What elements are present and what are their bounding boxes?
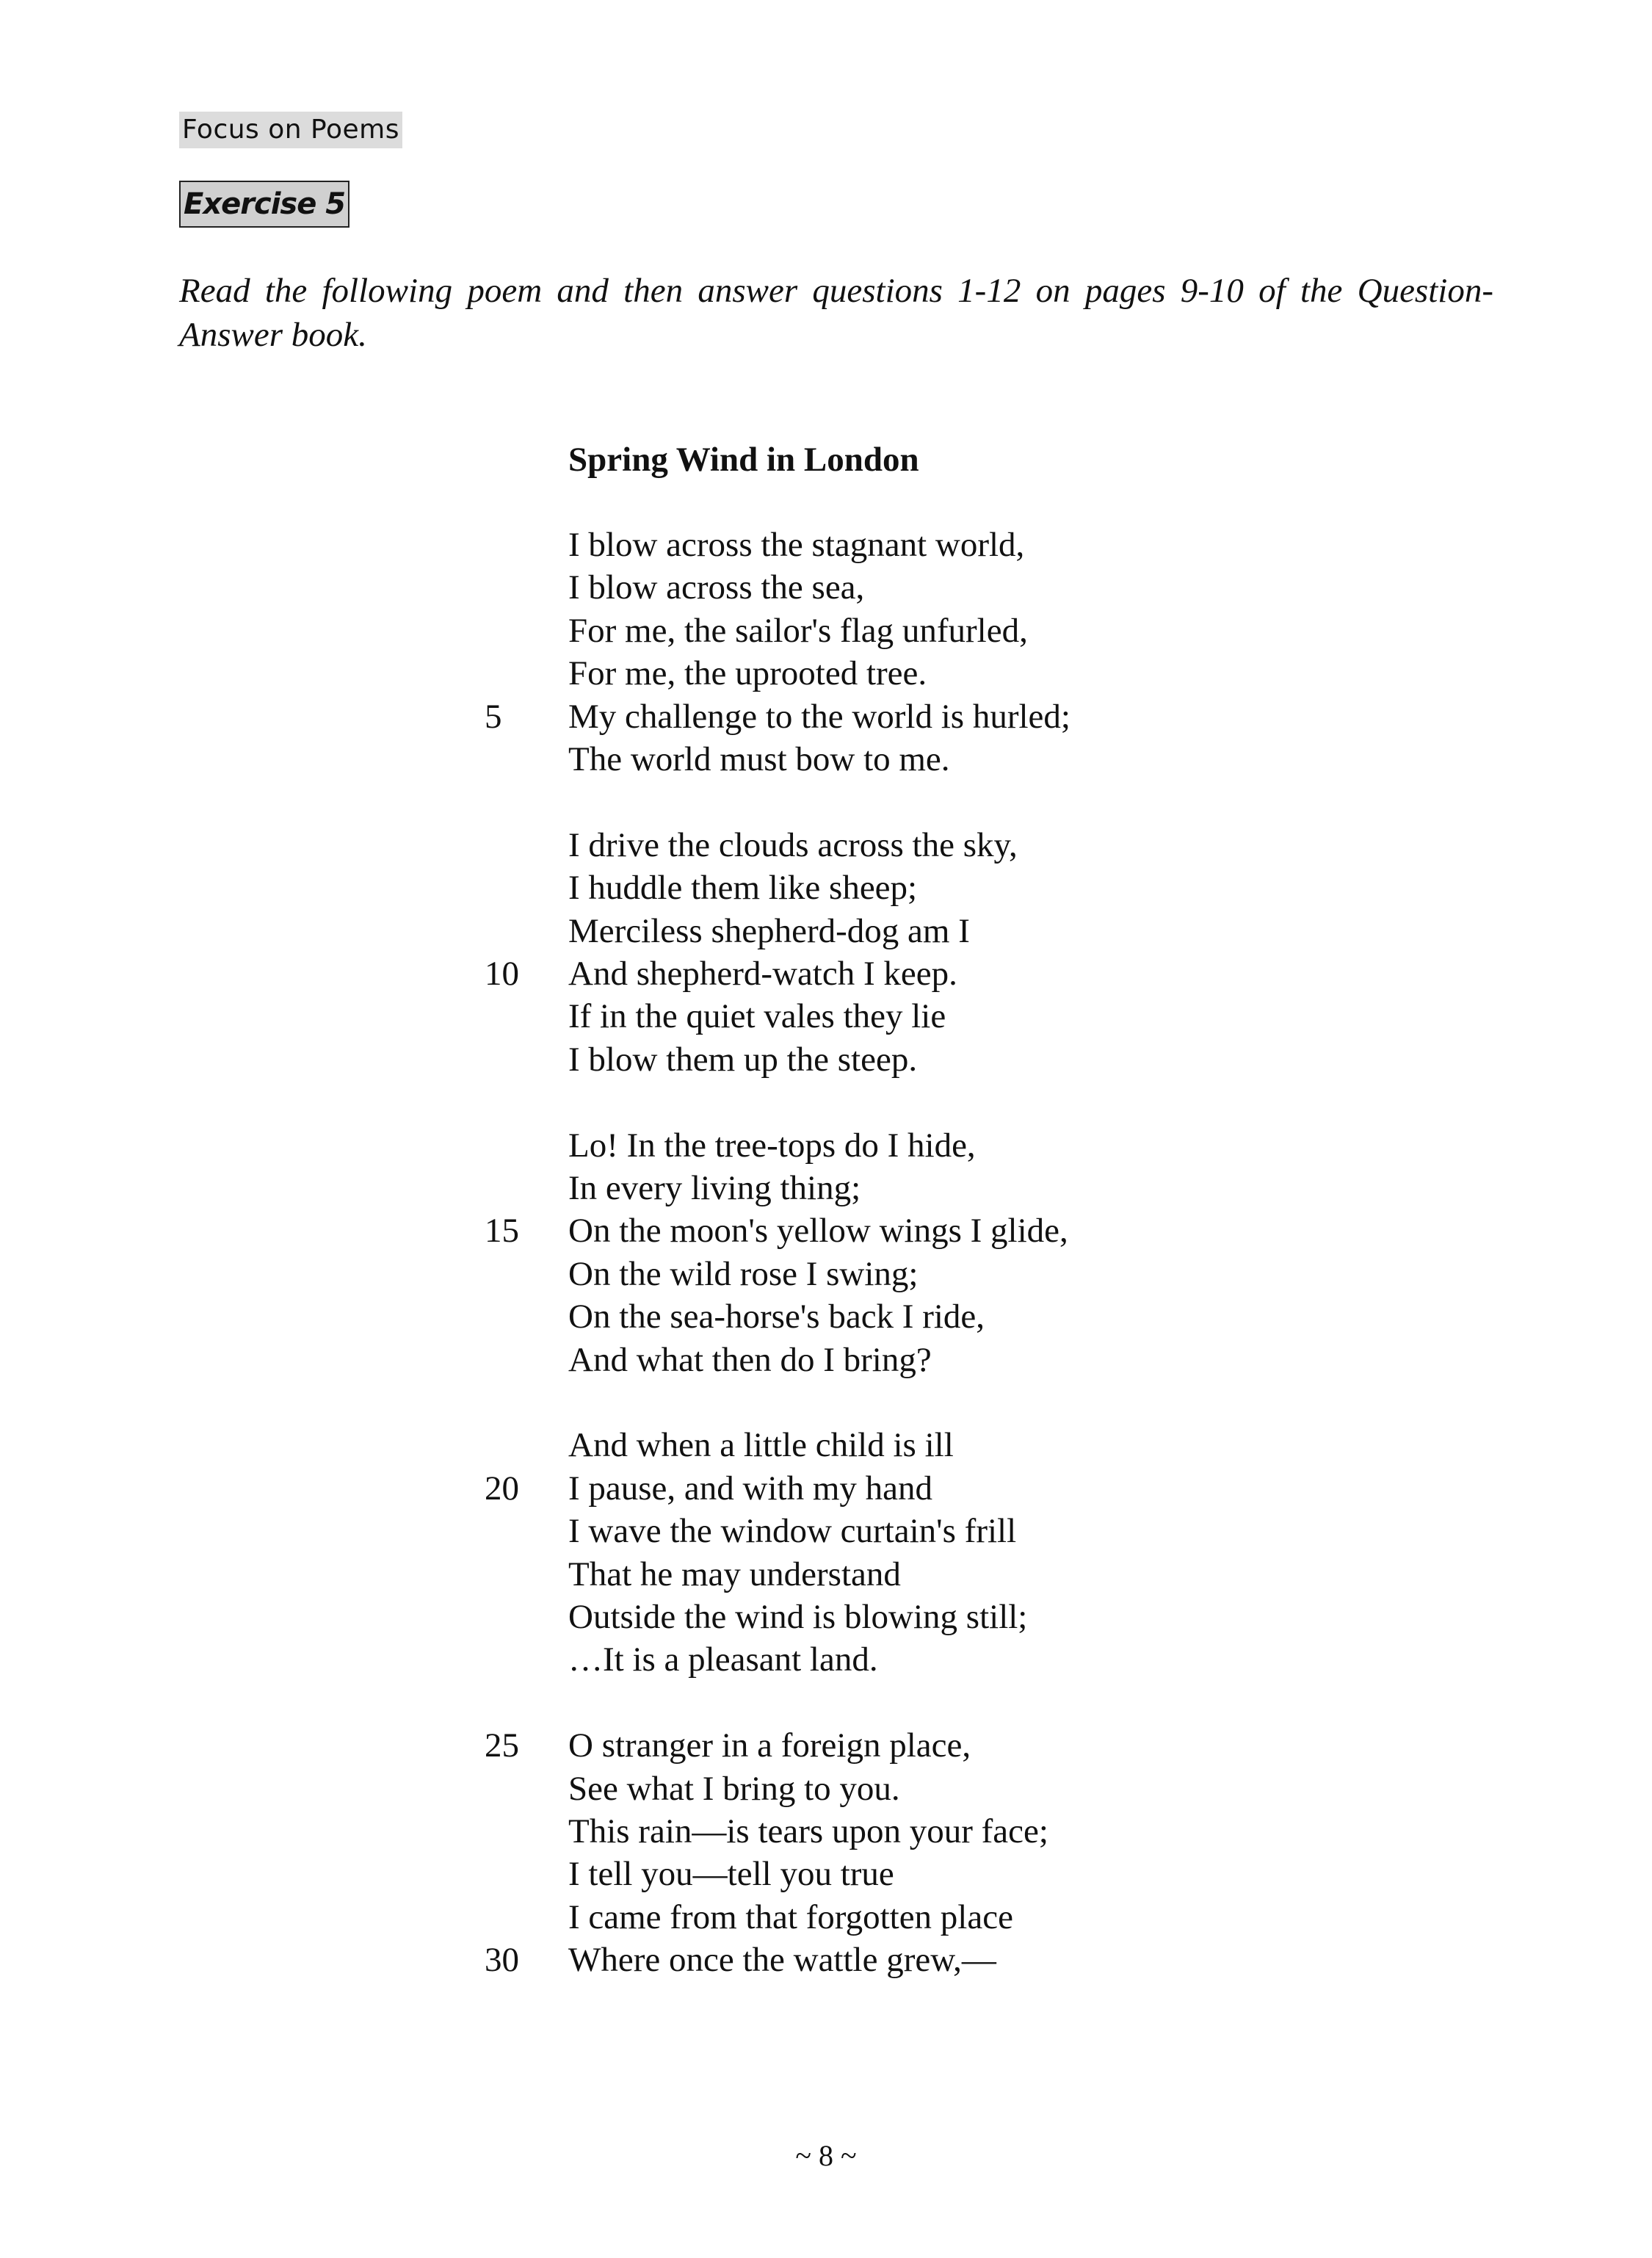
- poem-line: That he may understand: [568, 1555, 901, 1593]
- poem-line: I drive the clouds across the sky,: [568, 825, 1018, 864]
- poem-line: See what I bring to you.: [568, 1769, 900, 1808]
- poem-line: O stranger in a foreign place,: [568, 1726, 971, 1765]
- poem-line: I tell you—tell you true: [568, 1855, 894, 1894]
- poem-line: If in the quiet vales they lie: [568, 997, 946, 1036]
- poem-line: Outside the wind is blowing still;: [568, 1598, 1028, 1636]
- section-header: Focus on Poems: [179, 112, 402, 148]
- poem-line: This rain—is tears upon your face;: [568, 1812, 1048, 1850]
- poem-line: …It is a pleasant land.: [568, 1640, 878, 1679]
- page-number: ~ 8 ~: [795, 2139, 857, 2172]
- exercise-instructions: Read the following poem and then answer questions 1-12 on pages 9-10 of the Question-Answer book.: [179, 272, 1493, 354]
- poem-line: On the moon's yellow wings I glide,: [568, 1212, 1068, 1251]
- poem-line: I huddle them like sheep;: [568, 869, 918, 908]
- line-number: 25: [485, 1726, 519, 1765]
- poem-line: I wave the window curtain's frill: [568, 1512, 1017, 1551]
- poem-line: I came from that forgotten place: [568, 1897, 1013, 1936]
- poem-line: I blow them up the steep.: [568, 1040, 918, 1079]
- exercise-title: Exercise 5: [179, 181, 349, 228]
- poem-line: My challenge to the world is hurled;: [568, 697, 1070, 736]
- poem-line: For me, the sailor's flag unfurled,: [568, 611, 1028, 650]
- poem-line: I pause, and with my hand: [568, 1469, 933, 1508]
- poem-line: And shepherd-watch I keep.: [568, 955, 957, 993]
- poem-line: Merciless shepherd-dog am I: [568, 911, 970, 950]
- poem-line: I blow across the stagnant world,: [568, 526, 1025, 564]
- poem-line: For me, the uprooted tree.: [568, 654, 927, 693]
- poem-line: The world must bow to me.: [568, 740, 950, 778]
- poem-line: On the sea-horse's back I ride,: [568, 1298, 985, 1336]
- poem-line: Lo! In the tree-tops do I hide,: [568, 1126, 976, 1165]
- poem-line: And what then do I bring?: [568, 1340, 932, 1379]
- line-number: 30: [485, 1941, 519, 1980]
- poem-title: Spring Wind in London: [568, 441, 919, 479]
- line-number: 20: [485, 1469, 519, 1508]
- line-number: 10: [485, 955, 519, 993]
- poem-line: On the wild rose I swing;: [568, 1254, 919, 1293]
- poem-line: I blow across the sea,: [568, 568, 865, 607]
- line-number: 5: [485, 697, 502, 736]
- poem-line: In every living thing;: [568, 1169, 861, 1207]
- poem-line: Where once the wattle grew,—: [568, 1941, 996, 1980]
- line-number: 15: [485, 1212, 519, 1251]
- poem-line: And when a little child is ill: [568, 1426, 954, 1465]
